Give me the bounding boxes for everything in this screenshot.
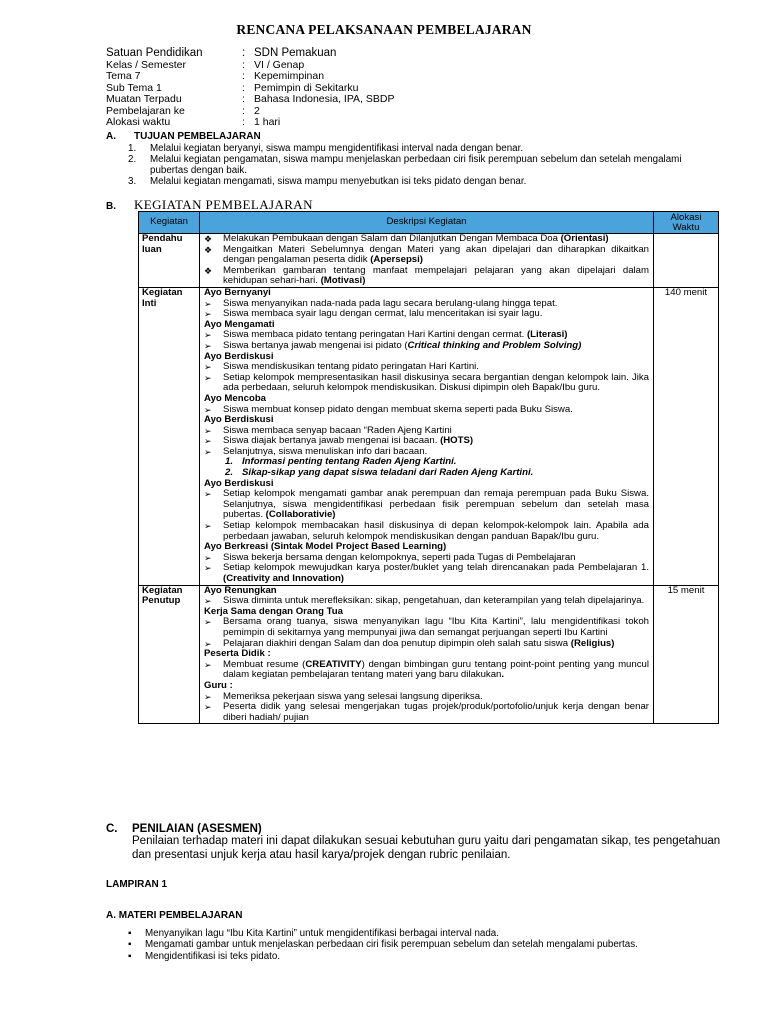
pendahuluan-description xyxy=(200,234,654,288)
subheading: Kerja Sama dengan Orang Tua xyxy=(204,605,343,617)
identity-row: Muatan Terpadu : Bahasa Indonesia, IPA, SBDP xyxy=(106,93,395,106)
arrow-bullet-icon: ➢ xyxy=(204,552,212,563)
arrow-bullet-icon: ➢ xyxy=(204,298,212,309)
arrow-bullet-icon: ➢ xyxy=(204,372,212,383)
list-item: ➢ Siswa mendiskusikan tentang pidato peringatan Hari Kartini. xyxy=(204,361,479,373)
list-item: ➢ Siswa membaca pidato tentang peringatan Hari Kartini dengan cermat. (Literasi) xyxy=(204,329,568,341)
list-item: ➢ Selanjutnya, siswa menuliskan info dari bacaan. xyxy=(204,445,428,457)
list-item: 1. Melalui kegiatan beryanyi, siswa mampu mengidentifikasi interval nada dengan benar. xyxy=(128,143,524,154)
numbered-item: 1. Informasi penting tentang Raden Ajeng Kartini. xyxy=(225,456,457,468)
identity-row: Sub Tema 1 : Pemimpin di Sekitarku xyxy=(106,81,359,94)
kegiatan-table xyxy=(138,211,719,724)
lampiran-heading: LAMPIRAN 1 xyxy=(106,879,168,890)
document-title: RENCANA PELAKSANAAN PEMBELAJARAN xyxy=(236,22,532,37)
list-item: ➢ Siswa bertanya jawab mengenai isi pidato (Critical thinking and Problem Solving) xyxy=(204,339,582,351)
time-inti: 140 menit xyxy=(654,287,719,585)
list-item: ❖ Melakukan Pembukaan dengan Salam dan Dilanjutkan Dengan Membaca Doa (Orientasi) xyxy=(204,233,609,244)
header-alokasi: Alokasi Waktu xyxy=(654,212,719,234)
subheading: Ayo Mengamati xyxy=(204,318,275,330)
identity-row: Pembelajaran ke : 2 xyxy=(106,104,260,117)
list-item: ➢ Setiap kelompok membacakan hasil diskusinya di depan kelompok-kelompok lain. Apabila ada perbedaan jawaban, seluruh kelompok mendiskusikan dengan panduan Bapak/Ibu guru. xyxy=(204,520,649,542)
identity-row: Tema 7 : Kepemimpinan xyxy=(106,70,325,83)
section-b-heading: B. KEGIATAN PEMBELAJARAN xyxy=(106,197,313,212)
table-row xyxy=(139,234,719,288)
arrow-bullet-icon: ➢ xyxy=(204,702,212,713)
row-label-penutup: Kegiatan Penutup xyxy=(139,585,200,724)
table-header-row xyxy=(139,212,719,234)
table-row xyxy=(139,585,719,724)
section-c-text: Penilaian terhadap materi ini dapat dilakukan sesuai kebutuhan guru yaitu dari pengamatan sikap, tes pengetahuan dan presentasi unjuk kerja atau hasil karya/projek dengan rubric penilaian. xyxy=(132,835,721,861)
diamond-bullet-icon: ❖ xyxy=(204,265,213,276)
table-row xyxy=(139,287,719,585)
tujuan-list xyxy=(128,143,718,187)
list-item: ➢ Siswa membaca syair lagu dengan cermat, lalu menceritakan isi syair lagu. xyxy=(204,308,543,320)
subheading: Peserta Didik : xyxy=(204,648,271,660)
diamond-bullet-icon: ❖ xyxy=(204,244,213,255)
arrow-bullet-icon: ➢ xyxy=(204,340,212,351)
subheading: Ayo Berdiskusi xyxy=(204,414,274,426)
arrow-bullet-icon: ➢ xyxy=(204,691,212,702)
arrow-bullet-icon: ➢ xyxy=(204,489,212,500)
arrow-bullet-icon: ➢ xyxy=(204,425,212,436)
arrow-bullet-icon: ➢ xyxy=(204,436,212,447)
section-c xyxy=(106,823,732,862)
subheading: Ayo Berdiskusi xyxy=(204,477,274,489)
list-item: ➢ Peserta didik yang selesai mengerjakan tugas projek/produk/portofolio/unjuk kerja dengan benar diberi hadiah/ pujian xyxy=(204,701,649,723)
list-item: ➢ Pelajaran diakhiri dengan Salam dan doa penutup dipimpin oleh salah satu siswa (Religius) xyxy=(204,637,615,649)
arrow-bullet-icon: ➢ xyxy=(204,362,212,373)
arrow-bullet-icon: ➢ xyxy=(204,638,212,649)
arrow-bullet-icon: ➢ xyxy=(204,404,212,415)
subheading: Guru : xyxy=(204,679,233,691)
list-item: 3. Melalui kegiatan mengamati, siswa mampu menyebutkan isi teks pidato dengan benar. xyxy=(128,176,527,187)
time-penutup: 15 menit xyxy=(654,585,719,724)
list-item: ➢ Siswa membaca senyap bacaan “Raden Ajeng Kartini xyxy=(204,424,452,436)
identity-block xyxy=(106,47,394,129)
row-label-pendahuluan: Pendahu luan xyxy=(139,234,200,288)
list-item: ➢ Setiap kelompok mewujudkan karya poster/buklet yang telah direncanakan pada Pembelajaran 1. (Creativity and Innovation) xyxy=(204,562,649,584)
list-item: ❖ Memberikan gambaran tentang manfaat mempelajari pelajaran yang akan dipelajari dalam kehidupan sehari-hari. (Motivasi) xyxy=(204,264,649,287)
identity-row: Alokasi waktu : 1 hari xyxy=(106,116,281,129)
subheading: Ayo Renungkan xyxy=(204,584,277,596)
numbered-item: 2. Sikap-sikap yang dapat siswa teladani dari Raden Ajeng Kartini. xyxy=(225,467,534,479)
list-item: ▪ Mengidentifikasi isi teks pidato. xyxy=(128,950,281,962)
arrow-bullet-icon: ➢ xyxy=(204,563,212,574)
square-bullet-icon: ▪ xyxy=(128,928,132,939)
list-item: ▪ Menyanyikan lagu “Ibu Kita Kartini” untuk mengidentifikasi berbagai interval nada. xyxy=(128,928,499,939)
arrow-bullet-icon: ➢ xyxy=(204,596,212,607)
list-item: ➢ Siswa diajak bertanya jawab mengenai isi bacaan. (HOTS) xyxy=(204,435,474,447)
header-deskripsi: Deskripsi Kegiatan xyxy=(200,212,654,234)
arrow-bullet-icon: ➢ xyxy=(204,330,212,341)
list-item: ❖ Mengaitkan Materi Sebelumnya dengan Materi yang akan dipelajari dan diharapkan dikaitkan dengan pengalaman peserta didik (Apersepsi) xyxy=(204,243,649,266)
subheading: Ayo Bernyanyi xyxy=(204,286,271,298)
arrow-bullet-icon: ➢ xyxy=(204,617,212,628)
list-item: ➢ Siswa diminta untuk merefleksikan: sikap, pengetahuan, dan keterampilan yang telah dipelajarinya. xyxy=(204,595,645,607)
list-item: ➢ Membuat resume (CREATIVITY) dengan bimbingan guru tentang point-point penting yang muncul dalam kegiatan pembelajaran tentang materi yang baru dilakukan. xyxy=(204,658,649,681)
subheading: Ayo Berdiskusi xyxy=(204,350,274,362)
list-item: ➢ Siswa bekerja bersama dengan kelompoknya, seperti pada Tugas di Pembelajaran xyxy=(204,551,576,563)
diamond-bullet-icon: ❖ xyxy=(204,234,213,244)
row-label-inti: Kegiatan Inti xyxy=(139,287,200,585)
list-item: ➢ Setiap kelompok mengamati gambar anak perempuan dan remaja perempuan pada Buku Siswa. Selanjutnya, siswa mengidentifikasi perbedaan fisik perempuan sebelum dan setelah masa pubertas. (Collaborativie) xyxy=(204,488,649,521)
list-item: ➢ Memeriksa pekerjaan siswa yang selesai langsung diperiksa. xyxy=(204,690,483,702)
list-item: ➢ Setiap kelompok mempresentasikan hasil diskusinya secara bergantian dengan kelompok lain. Jika ada perbedaan, seluruh kelompok mendiskusikan. Diskusi dipimpin oleh Bapak/Ibu guru. xyxy=(204,371,649,394)
inti-description xyxy=(200,287,654,585)
identity-row: Satuan Pendidikan : SDN Pemakuan xyxy=(106,47,337,59)
penutup-description xyxy=(200,585,654,724)
arrow-bullet-icon: ➢ xyxy=(204,446,212,457)
square-bullet-icon: ▪ xyxy=(128,939,132,951)
materi-heading: A. MATERI PEMBELAJARAN xyxy=(106,910,243,921)
materi-list xyxy=(128,928,638,962)
subheading: Ayo Berkreasi (Sintak Model Project Based Learning) xyxy=(204,541,447,553)
subheading: Ayo Mencoba xyxy=(204,392,267,404)
arrow-bullet-icon: ➢ xyxy=(204,521,212,532)
section-c-heading: C. PENILAIAN (ASESMEN) xyxy=(106,823,262,835)
arrow-bullet-icon: ➢ xyxy=(204,659,212,670)
header-kegiatan: Kegiatan xyxy=(139,212,200,234)
section-a-heading: A. TUJUAN PEMBELAJARAN xyxy=(106,131,261,142)
list-item: ▪ Mengamati gambar untuk menjelaskan perbedaan ciri fisik perempuan sebelum dan setelah mengalami pubertas. xyxy=(128,939,638,951)
list-item: 2. Melalui kegiatan pengamatan, siswa mampu menjelaskan perbedaan ciri fisik perempuan sebelum dan setelah mengalami pubertas dengan baik. xyxy=(128,154,682,176)
list-item: ➢ Siswa menyanyikan nada-nada pada lagu secara berulang-ulang hingga tepat. xyxy=(204,297,558,309)
list-item: ➢ Bersama orang tuanya, siswa menyanyikan lagu “Ibu Kita Kartini”, lalu mengidentifikasi tokoh pemimpin di sekitarnya yang mempunyai jiwa dan semangat perjuangan seperti Ibu Kartini xyxy=(204,616,649,638)
square-bullet-icon: ▪ xyxy=(128,950,132,962)
identity-row: Kelas / Semester : VI / Genap xyxy=(106,58,305,71)
arrow-bullet-icon: ➢ xyxy=(204,309,212,320)
list-item: ➢ Siswa membuat konsep pidato dengan membuat skema seperti pada Buku Siswa. xyxy=(204,403,573,415)
